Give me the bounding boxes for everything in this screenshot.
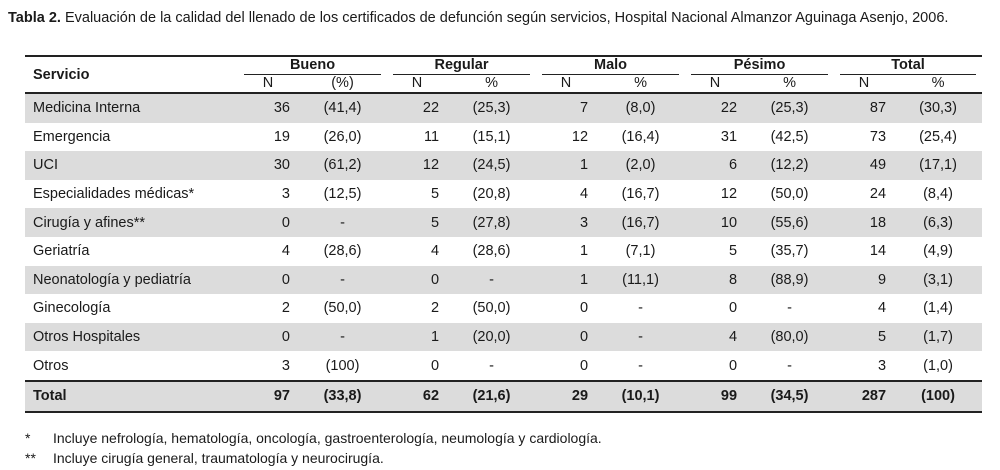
cell-pesimo-pct: (50,0) [770,186,809,203]
table-row [25,123,982,152]
header-servicio: Servicio [25,56,238,93]
row-name: Medicina Interna [25,93,238,123]
cell-pesimo-n: 10 [685,208,745,237]
cell-total-n: 18 [834,208,894,237]
cell-malo-n: 29 [536,381,596,412]
header-regular-n: N [387,75,447,93]
cell-total-pct: (100) [894,381,982,412]
cell-bueno-pct: (50,0) [323,300,362,317]
row-name: Emergencia [33,128,111,145]
footnotes [25,428,602,468]
header-total-pct: % [894,75,982,93]
cell-total-pct: (17,1) [894,151,982,180]
cell-total-pct: (1,7) [894,323,982,352]
cell-regular-n: 0 [430,357,440,374]
cell-total-pct: (6,3) [894,208,982,237]
row-name: Otros [33,357,69,374]
cell-pesimo-pct: (80,0) [745,323,834,352]
header-regular-pct: % [447,75,536,93]
cell-pesimo-n: 31 [720,128,738,145]
cell-malo-pct: (16,7) [596,208,685,237]
header-total-n: N [834,75,894,93]
cell-pesimo-pct: (25,3) [745,93,834,123]
cell-regular-pct: (28,6) [472,243,511,260]
cell-regular-pct: - [489,357,494,374]
cell-regular-pct: (20,8) [472,186,511,203]
cell-total-n: 3 [877,357,887,374]
cell-regular-pct: (21,6) [447,381,536,412]
data-table-container [25,55,982,413]
cell-pesimo-n: 99 [685,381,745,412]
cell-malo-pct: (10,1) [596,381,685,412]
cell-total-pct: (3,1) [894,266,982,295]
cell-malo-pct: (7,1) [625,243,656,260]
row-name: Ginecología [33,300,111,317]
cell-malo-pct: (16,7) [621,186,660,203]
cell-bueno-n: 3 [281,357,290,374]
cell-bueno-pct: - [298,208,387,237]
cell-pesimo-pct: (12,2) [745,151,834,180]
cell-total-n: 5 [834,323,894,352]
cell-regular-n: 5 [430,186,440,203]
cell-pesimo-n: 12 [720,186,738,203]
header-bueno-n: N [238,75,298,93]
cell-bueno-pct: - [298,266,387,295]
footnote [25,448,602,468]
row-name: Geriatría [33,243,90,260]
cell-total-n: 287 [834,381,894,412]
cell-pesimo-n: 0 [728,357,738,374]
cell-bueno-n: 97 [238,381,298,412]
header-group-total: Total [834,56,982,75]
cell-pesimo-pct: - [787,357,792,374]
cell-bueno-pct: (12,5) [323,186,362,203]
table-title-label: Tabla 2. [8,10,61,26]
cell-bueno-n: 0 [238,266,298,295]
cell-bueno-pct: - [298,323,387,352]
cell-regular-n: 1 [387,323,447,352]
table-row [25,294,982,323]
cell-pesimo-n: 4 [685,323,745,352]
cell-pesimo-pct: (88,9) [745,266,834,295]
table-row [25,266,982,295]
cell-bueno-n: 2 [281,300,290,317]
header-group-malo: Malo [536,56,685,75]
table-row [25,208,982,237]
row-name: Neonatología y pediatría [25,266,238,295]
table-row [25,151,982,180]
cell-pesimo-n: 5 [728,243,738,260]
cell-regular-n: 5 [387,208,447,237]
cell-regular-pct: (50,0) [472,300,511,317]
cell-total-pct: (8,4) [923,186,953,203]
cell-bueno-pct: (33,8) [298,381,387,412]
cell-regular-n: 12 [387,151,447,180]
cell-bueno-n: 3 [281,186,290,203]
cell-regular-pct: (15,1) [472,128,511,145]
data-table [25,55,982,413]
cell-malo-n: 0 [579,300,589,317]
header-pesimo-n: N [685,75,745,93]
cell-bueno-pct: (61,2) [298,151,387,180]
row-name: Total [25,381,238,412]
header-malo-n: N [536,75,596,93]
cell-malo-n: 4 [579,186,589,203]
table-body [25,93,982,412]
cell-bueno-pct: (41,4) [298,93,387,123]
cell-malo-pct: (16,4) [621,128,660,145]
header-group-regular: Regular [387,56,536,75]
cell-regular-n: 0 [387,266,447,295]
cell-pesimo-pct: (42,5) [770,128,809,145]
header-malo-pct: % [596,75,685,93]
row-name: Cirugía y afines** [25,208,238,237]
header-bueno-pct: (%) [298,75,387,93]
cell-regular-pct: - [447,266,536,295]
cell-pesimo-pct: (35,7) [770,243,809,260]
cell-pesimo-n: 8 [685,266,745,295]
cell-malo-n: 0 [536,323,596,352]
cell-bueno-pct: (28,6) [323,243,362,260]
cell-malo-n: 1 [579,243,589,260]
cell-regular-pct: (20,0) [447,323,536,352]
footnote-mark: ** [25,450,36,466]
table-row [25,237,982,266]
header-pesimo-pct: % [745,75,834,93]
cell-regular-n: 62 [387,381,447,412]
table-title-text: Evaluación de la calidad del llenado de los certificados de defunción según servicios, Hospital Nacional Almanzor Aguinaga Asenjo, 2006. [64,10,949,26]
cell-regular-n: 11 [423,128,440,145]
table-row [25,351,982,381]
cell-bueno-n: 4 [281,243,290,260]
cell-regular-n: 4 [430,243,440,260]
cell-malo-pct: - [638,357,643,374]
cell-regular-n: 22 [387,93,447,123]
cell-total-pct: (30,3) [894,93,982,123]
cell-total-n: 14 [869,243,887,260]
row-name: UCI [25,151,238,180]
cell-pesimo-n: 0 [728,300,738,317]
footnote [25,428,602,448]
cell-total-pct: (25,4) [919,128,957,145]
cell-malo-n: 12 [571,128,589,145]
cell-malo-pct: (8,0) [596,93,685,123]
cell-malo-pct: - [596,323,685,352]
header-group-bueno: Bueno [238,56,387,75]
cell-regular-n: 2 [430,300,440,317]
cell-total-n: 87 [834,93,894,123]
cell-total-n: 73 [869,128,887,145]
cell-total-n: 49 [834,151,894,180]
cell-bueno-n: 0 [238,323,298,352]
cell-pesimo-n: 6 [685,151,745,180]
total-row [25,381,982,412]
cell-bueno-n: 0 [238,208,298,237]
cell-total-n: 4 [877,300,887,317]
cell-malo-n: 7 [536,93,596,123]
cell-bueno-n: 30 [238,151,298,180]
cell-regular-pct: (24,5) [447,151,536,180]
footnote-text: Incluye cirugía general, traumatología y neurocirugía. [53,450,384,466]
cell-pesimo-pct: - [787,300,792,317]
header-row-groups [25,56,982,75]
cell-malo-n: 1 [536,266,596,295]
cell-malo-pct: - [638,300,643,317]
row-name: Otros Hospitales [25,323,238,352]
cell-total-pct: (1,0) [923,357,953,374]
cell-pesimo-n: 22 [685,93,745,123]
cell-pesimo-pct: (34,5) [745,381,834,412]
cell-pesimo-pct: (55,6) [745,208,834,237]
cell-bueno-n: 19 [273,128,290,145]
footnote-text: Incluye nefrología, hematología, oncología, gastroenterología, neumología y cardiología. [53,430,602,446]
footnote-mark: * [25,430,31,446]
cell-malo-n: 0 [579,357,589,374]
table-row [25,323,982,352]
table-title [8,10,948,26]
cell-malo-pct: (11,1) [596,266,685,295]
row-name: Especialidades médicas* [33,186,195,203]
cell-bueno-n: 36 [238,93,298,123]
cell-regular-pct: (27,8) [447,208,536,237]
cell-bueno-pct: (26,0) [323,128,362,145]
table-row [25,180,982,209]
cell-malo-pct: (2,0) [596,151,685,180]
header-group-pesimo: Pésimo [685,56,834,75]
cell-malo-n: 1 [536,151,596,180]
cell-malo-n: 3 [536,208,596,237]
cell-total-n: 9 [834,266,894,295]
cell-bueno-pct: (100) [325,357,360,374]
cell-total-pct: (4,9) [923,243,953,260]
cell-total-pct: (1,4) [923,300,953,317]
cell-regular-pct: (25,3) [447,93,536,123]
cell-total-n: 24 [869,186,887,203]
table-row [25,93,982,123]
